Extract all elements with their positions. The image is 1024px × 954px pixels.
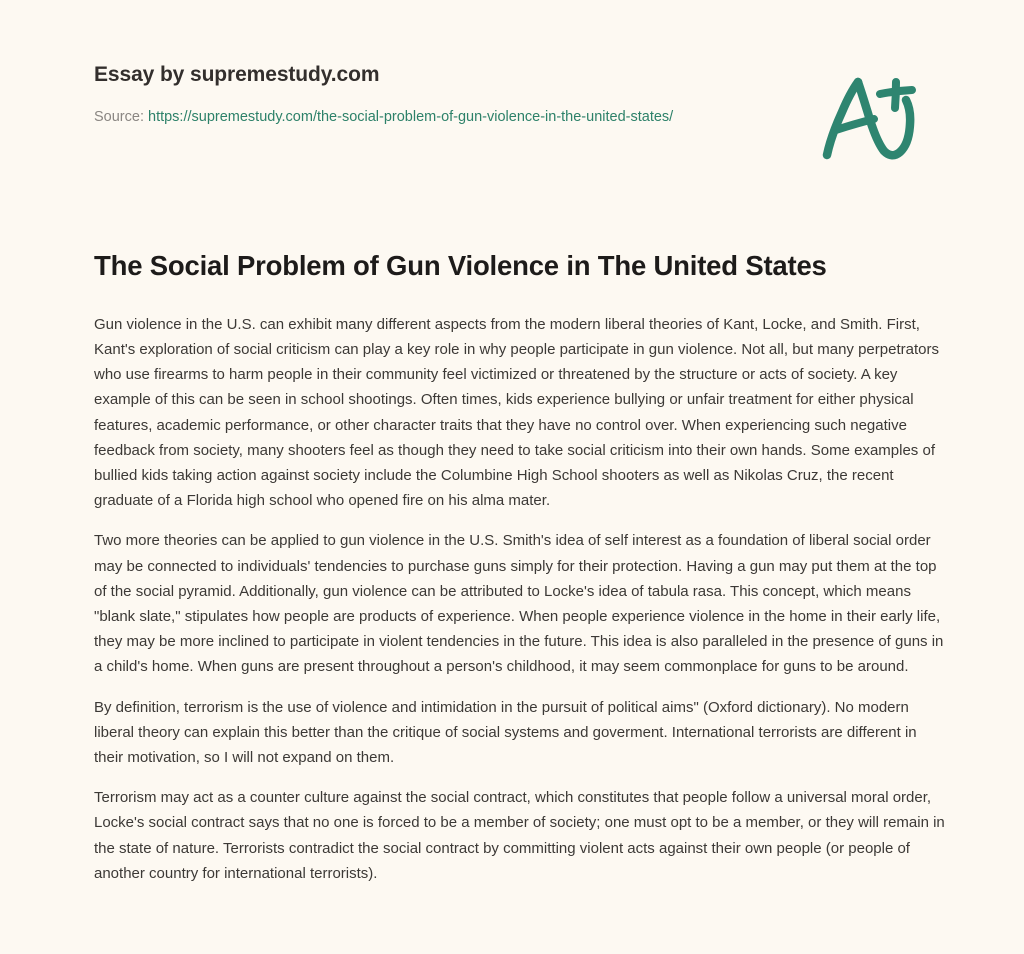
article-body [94, 312, 946, 886]
page-title: The Social Problem of Gun Violence in The United States [94, 250, 827, 281]
article-paragraph: By definition, terrorism is the use of violence and intimidation in the pursuit of political aims" (Oxford dictionary). No modern liberal theory can explain this better than the critique of social systems and goverment. International terrorists are different in their motivation, so I will not expand on them. [94, 698, 917, 766]
essay-attribution-title: Essay by supremestudy.com [94, 63, 380, 86]
source-url-link[interactable]: https://supremestudy.com/the-social-problem-of-gun-violence-in-the-united-states/ [148, 109, 674, 126]
article [94, 248, 946, 886]
a-plus-logo-glyph [812, 62, 938, 180]
source-line [94, 106, 754, 129]
document-header [94, 62, 754, 130]
article-paragraph: Gun violence in the U.S. can exhibit many different aspects from the modern liberal theories of Kant, Locke, and Smith. First, Kant's exploration of social criticism can play a key role in why people participate in gun violence. Not all, but many perpetrators who use firearms to harm people in their community feel victimized or threatened by the structure or acts of society. A key example of this can be seen in school shootings. Often times, kids experience bullying or unfair treatment for either physical features, academic performance, or other character traits that they have no control over. When experiencing such negative feedback from society, many shooters feel as though they need to take social criticism into their own hands. Some examples of bullied kids taking action against society include the Columbine High School shooters as well as Nikolas Cruz, the recent graduate of a Florida high school who opened fire on his alma mater. [94, 315, 939, 510]
article-paragraph: Terrorism may act as a counter culture against the social contract, which constitutes that people follow a universal moral order, Locke's social contract says that no one is forced to be a member of society; one must opt to be a member, or they will remain in the state of nature. Terrorists contradict the social contract by committing violent acts against their own people (or people of another country for international terrorists). [94, 789, 945, 882]
a-plus-logo-icon [812, 62, 938, 180]
article-paragraph: Two more theories can be applied to gun violence in the U.S. Smith's idea of self interest as a foundation of liberal social order may be connected to individuals' tendencies to purchase guns simply for their protection. Having a gun may put them at the top of the social pyramid. Additionally, gun violence can be attributed to Locke's idea of tabula rasa. This concept, which means "blank slate," stipulates how people are products of experience. When people experience violence in the home in their early life, they may be more inclined to participate in violent tendencies in the future. This idea is also paralleled in the presence of guns in a child's home. When guns are present throughout a person's childhood, it may seem commonplace for guns to be around. [94, 532, 944, 676]
source-label: Source: [94, 109, 148, 126]
